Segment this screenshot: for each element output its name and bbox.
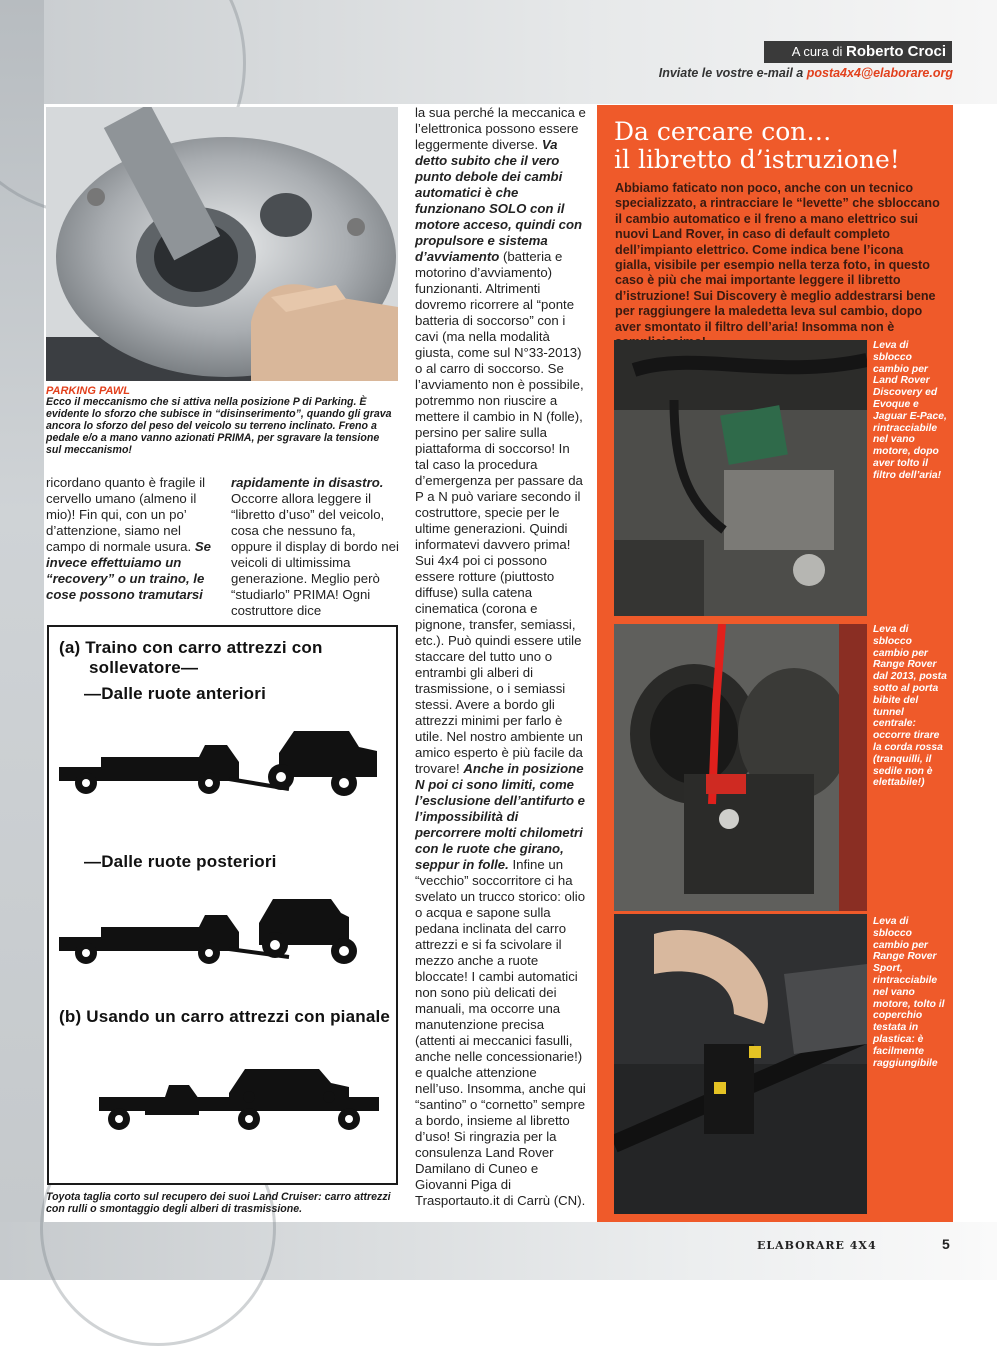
author-name: Roberto Croci [845, 43, 946, 60]
body-column-2 [231, 475, 399, 619]
col1-text: ricordano quanto è fragile il cervello umano (almeno il mio)! Fin qui, con un po’ d’attenzione, siamo nel campo di normale usura. [46, 475, 206, 554]
diagram-label-rear-wheels: —Dalle ruote posteriori [84, 852, 277, 871]
range-rover-sport-lever-caption: Leva di sblocco cambio per Range Rover Sport, rintracciabile nel vano motore, tolto il coperchio testata in plastica: è facilmente raggiungibile [873, 916, 945, 1069]
col3-text-2: (batteria e motorino d’avviamento) funzionanti. Altrimenti dovremo ricorrere al “ponte batteria di soccorso” con i cavi (ma nella modalità giusta, come sul N°33-2013) o al carro di soccorso. Se l’avviamento non è possibile, potremmo non riuscire a mettere il cambio in N (folle), persino per salire sulla piattaforma di soccorso! In tal caso la procedura d’emergenza per passare da P a N può variare secondo il costruttore, specie per le ultime generazioni. Quindi informatevi davvero prima! Sui 4x4 poi ci possono essere rotture (piuttosto diffuse) sulla catena cinematica (corona e pignone, transfer, semiassi, etc.). Può quindi essere utile staccare del tutto uno o entrambi gli alberi di trasmissione, o i semiassi stessi. Avere a bordo gli attrezzi minimi per farlo è utile. Nel nostro ambiente un amico esperto è più facile da trovare! [415, 249, 584, 776]
towing-diagram-caption: Toyota taglia corto sul recupero dei suoi Land Cruiser: carro attrezzi con rulli o smontaggio degli alberi di trasmissione. [46, 1191, 391, 1215]
range-rover-lever-caption: Leva di sblocco cambio per Range Rover dal 2013, posta sotto al porta bibite del tunnel centrale: occorre tirare la corda rossa (tranquilli, il sedile non è elettabile!) [873, 624, 947, 789]
footer-magazine-name: ELABORARE 4X4 [757, 1239, 877, 1252]
range-rover-sport-lever-photo [614, 914, 867, 1214]
sidebar-box-text: Abbiamo faticato non poco, anche con un tecnico specializzato, a rintracciare le “levette” che sbloccano il cambio automatico e il freno a mano elettrico sui nuovi Land Rover, in caso di default completo dell’impianto elettrico. Come indica bene l’icona gialla, visibile per esempio nella terza foto, in questo caso è più che mai importante leggere il libretto d’istruzione! Sui Discovery è meglio addestrarsi bene per raggiungere la maledetta leva sul cambio, dopo aver smontato il filtro dell’aria! Insomma non è [615, 181, 940, 334]
diagram-label-b: (b) Usando un carro attrezzi con pianale [59, 1007, 391, 1026]
email-link[interactable]: posta4x4@elaborare.org [806, 66, 953, 80]
diagram-label-a-line1: (a) Traino con carro attrezzi con [59, 638, 323, 657]
col3-emphasis-1: Va detto subito che il vero punto debole dei cambi automatici è che funzionano SOLO con il motore acceso, quindi con propulsore e sistema d’avviamento [415, 137, 583, 264]
discovery-lever-caption: Leva di sblocco cambio per Land Rover Discovery ed Evoque e Jaguar E-Pace, rintracciabile nel vano motore, dopo aver tolto il filtro dell’aria! [873, 340, 947, 481]
parking-pawl-caption-title: PARKING PAWL [46, 385, 130, 397]
col1-emphasis: Se invece effettuiamo un “recovery” o un traino, le cose possono tramutarsi [46, 539, 211, 602]
email-prefix: Inviate le vostre e-mail a [658, 66, 804, 80]
body-column-3 [415, 105, 587, 1209]
author-prefix: A cura di [791, 44, 843, 59]
col3-text-1: la sua perché la meccanica e l’elettronica possono essere leggermente diverse. [415, 105, 586, 152]
col3-emphasis-2: Anche in posizione N poi ci sono limiti, come l’esclusione dell’antifurto e l’impossibilità di percorrere molti chilometri con le ruote che girano, seppur in folle. [415, 761, 586, 872]
page-number: 5 [942, 1236, 950, 1252]
email-line [659, 66, 953, 80]
col3-text-3: Infine un “vecchio” soccorritore ci ha svelato un trucco storico: olio o acqua e sapone sulla pedana inclinata del carro attrezzi e si fa scivolare il mezzo anche a ruote bloccate! I cambi automatici non sono più delicati dei manuali, ma occorre una manutenzione precisa (attenti ai meccanici fasulli, anche nelle concessionarie!) e qualche attenzione nell’uso. Insomma, anche qui “santino” o “cornetto” sempre a bordo, insieme al libretto d’uso! Si ringrazia per la consulenza Land Rover Damilano di Cuneo e Giovanni Piga di Trasportauto.it di Carrù (CN). [415, 857, 586, 1208]
discovery-lever-photo [614, 340, 867, 616]
sidebar-box-title [614, 118, 944, 174]
body-column-1 [46, 475, 222, 603]
author-bar [764, 41, 952, 63]
towing-illustrations [49, 627, 396, 1183]
diagram-label-front-wheels: —Dalle ruote anteriori [84, 684, 266, 703]
diagram-label-a-line2: sollevatore— [89, 658, 199, 677]
range-rover-lever-photo [614, 624, 867, 911]
col2-text: Occorre allora leggere il “libretto d’uso” del veicolo, cosa che nessuno fa, oppure il display di bordo nei veicoli di ultimissima generazione. Meglio però “studiarlo” PRIMA! Ogni costruttore dice [231, 491, 399, 618]
col2-emphasis: rapidamente in disastro. [231, 475, 384, 490]
sidebar-box-title-line1: Da cercare con… [614, 117, 832, 146]
parking-pawl-caption-text: Ecco il meccanismo che si attiva nella posizione P di Parking. È evidente lo sforzo che subisce in “disinserimento”, quando gli grava ancora lo sforzo del peso del veicolo su terreno inclinato. Freno a pedale e/o a mano vanno azionati PRIMA, per sgravare la tensione sul meccanismo! [46, 396, 392, 456]
sidebar-box-title-line2: il libretto d’istruzione! [614, 145, 900, 174]
towing-diagram [47, 625, 398, 1185]
parking-pawl-photo [46, 107, 398, 381]
